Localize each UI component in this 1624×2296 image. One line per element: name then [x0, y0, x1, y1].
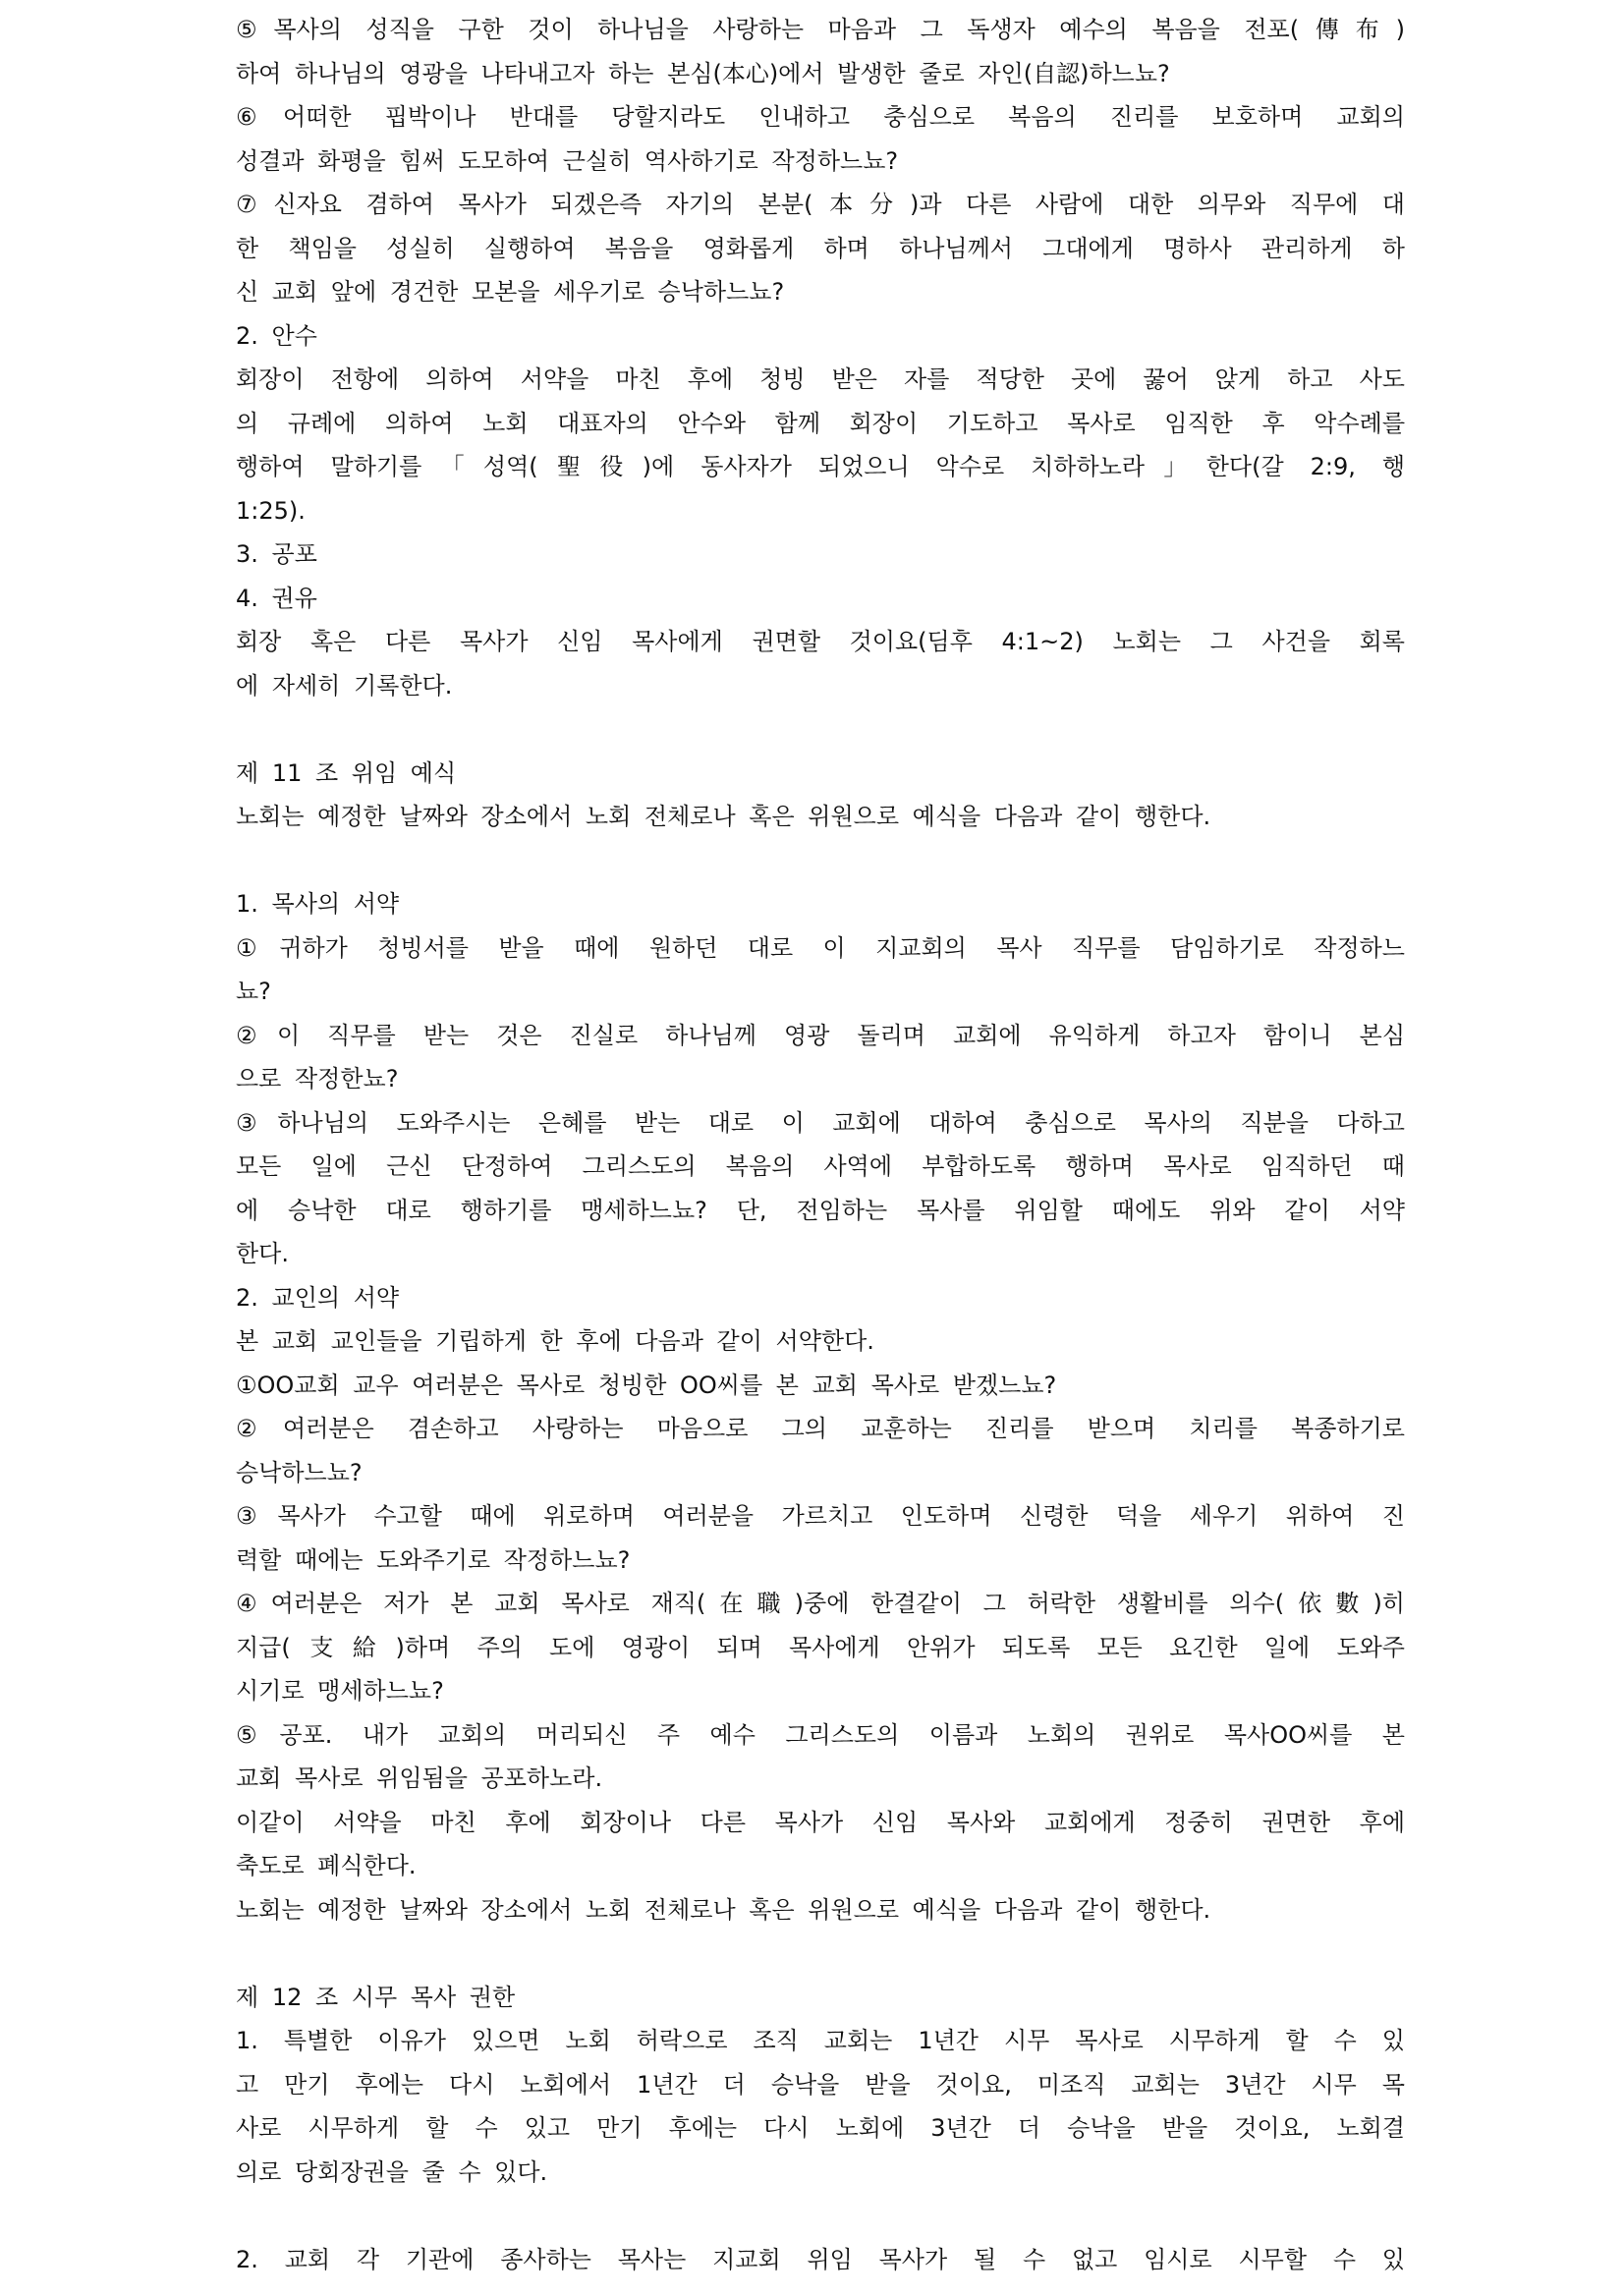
- text-line: 2. 교회 각 기관에 종사하는 목사는 지교회 위임 목사가 될 수 없고 임시로 시무할 수 있: [236, 2245, 1405, 2273]
- text-line: ⑤공포. 내가 교회의 머리되신 주 예수 그리스도의 이름과 노회의 권위로 목사OO씨를 본: [236, 1720, 1405, 1749]
- text-line: 으로 작정한뇨?: [236, 1065, 399, 1092]
- text-line: 4. 권유: [236, 584, 317, 612]
- text-line: 2. 안수: [236, 321, 317, 350]
- text-line: ②여러분은 겸손하고 사랑하는 마음으로 그의 교훈하는 진리를 받으며 치리를 복종하기로: [236, 1415, 1405, 1442]
- text-line: 모든 일에 근신 단정하여 그리스도의 복음의 사역에 부합하도록 행하며 목사로 임직하던 때: [236, 1152, 1405, 1180]
- text-line: 회장이 전항에 의하여 서약을 마친 후에 청빙 받은 자를 적당한 곳에 꿇어 앉게 하고 사도: [236, 365, 1405, 393]
- text-line: ③하나님의 도와주시는 은혜를 받는 대로 이 교회에 대하여 충심으로 목사의 직분을 다하고: [236, 1108, 1405, 1137]
- text-line: 의 규례에 의하여 노회 대표자의 안수와 함께 회장이 기도하고 목사로 임직한 후 악수례를: [236, 409, 1405, 437]
- blank-line: [236, 707, 1405, 752]
- text-line: 사로 시무하게 할 수 있고 만기 후에는 다시 노회에 3년간 더 승낙을 받을 것이요, 노회결: [236, 2114, 1405, 2142]
- text-line: ⑥어떠한 핍박이나 반대를 당할지라도 인내하고 충심으로 복음의 진리를 보호하며 교회의: [236, 103, 1405, 131]
- text-line: 축도로 폐식한다.: [236, 1852, 417, 1879]
- text-line: ③목사가 수고할 때에 위로하며 여러분을 가르치고 인도하며 신령한 덕을 세우기 위하여 진: [236, 1502, 1405, 1530]
- text-line: 승낙하느뇨?: [236, 1458, 363, 1486]
- text-line: 력할 때에는 도와주기로 작정하느뇨?: [236, 1545, 631, 1574]
- text-line: 제 11 조 위임 예식: [236, 758, 457, 787]
- blank-line: [236, 839, 1405, 883]
- text-line: 본 교회 교인들을 기립하게 한 후에 다음과 같이 서약한다.: [236, 1327, 874, 1355]
- blank-line: [236, 1932, 1405, 1976]
- text-line: 회장 혹은 다른 목사가 신임 목사에게 권면할 것이요(딤후 4:1~2) 노회는 그 사건을 회록: [236, 628, 1405, 655]
- text-line: 1:25).: [236, 496, 306, 525]
- text-line: 지급(支給)하며 주의 도에 영광이 되며 목사에게 안위가 되도록 모든 요긴한 일에 도와주: [236, 1633, 1405, 1661]
- text-line: 1. 목사의 서약: [236, 890, 400, 918]
- text-line: ⑦신자요 겸하여 목사가 되겠은즉 자기의 본분(本分)과 다른 사람에 대한 의무와 직무에 대: [236, 191, 1405, 218]
- text-line: ①귀하가 청빙서를 받을 때에 원하던 대로 이 지교회의 목사 직무를 담임하기로 작정하느: [236, 933, 1405, 962]
- text-line: 성결과 화평을 힘써 도모하여 근실히 역사하기로 작정하느뇨?: [236, 146, 899, 175]
- text-line: 행하여 말하기를「성역(聖役)에 동사자가 되었으니 악수로 치하하노라」한다(갈 2:9, 행: [236, 453, 1405, 480]
- text-line: 한 책임을 성실히 실행하여 복음을 영화롭게 하며 하나님께서 그대에게 명하사 관리하게 하: [236, 234, 1405, 262]
- text-line: ⑤목사의 성직을 구한 것이 하나님을 사랑하는 마음과 그 독생자 예수의 복음을 전포(傳布): [236, 16, 1405, 43]
- text-line: 시기로 맹세하느뇨?: [236, 1677, 444, 1705]
- text-line: 하여 하나님의 영광을 나타내고자 하는 본심(本心)에서 발생한 줄로 자인(自認)하느뇨?: [236, 59, 1170, 87]
- text-line: 신 교회 앞에 경건한 모본을 세우기로 승낙하느뇨?: [236, 278, 785, 306]
- text-line: 1. 특별한 이유가 있으면 노회 허락으로 조직 교회는 1년간 시무 목사로 시무하게 할 수 있: [236, 2027, 1405, 2054]
- text-line: 뇨?: [236, 978, 271, 1005]
- text-line: 제 12 조 시무 목사 권한: [236, 1983, 516, 2011]
- text-line: 에 자세히 기록한다.: [236, 671, 453, 700]
- text-line: ①OO교회 교우 여러분은 목사로 청빙한 OO씨를 본 교회 목사로 받겠느뇨?: [236, 1371, 1057, 1399]
- text-line: 고 만기 후에는 다시 노회에서 1년간 더 승낙을 받을 것이요, 미조직 교회는 3년간 시무 목: [236, 2070, 1405, 2099]
- text-line: ④여러분은 저가 본 교회 목사로 재직(在職)중에 한결같이 그 허락한 생활비를 의수(依數)히: [236, 1590, 1405, 1617]
- text-line: 에 승낙한 대로 행하기를 맹세하느뇨? 단, 전임하는 목사를 위임할 때에도 위와 같이 서약: [236, 1196, 1405, 1224]
- blank-line: [236, 2194, 1405, 2238]
- text-line: 이같이 서약을 마친 후에 회장이나 다른 목사가 신임 목사와 교회에게 정중히 권면한 후에: [236, 1808, 1405, 1836]
- text-line: 3. 공포: [236, 540, 317, 568]
- text-line: ②이 직무를 받는 것은 진실로 하나님께 영광 돌리며 교회에 유익하게 하고자 함이니 본심: [236, 1021, 1405, 1049]
- text-line: 의로 당회장권을 줄 수 있다.: [236, 2157, 548, 2186]
- document-page: [236, 8, 1405, 2281]
- text-line: 2. 교인의 서약: [236, 1283, 400, 1312]
- text-line: 노회는 예정한 날짜와 장소에서 노회 전체로나 혹은 위원으로 예식을 다음과 같이 행한다.: [236, 1895, 1211, 1924]
- text-line: 교회 목사로 위임됨을 공포하노라.: [236, 1764, 603, 1792]
- text-line: 노회는 예정한 날짜와 장소에서 노회 전체로나 혹은 위원으로 예식을 다음과 같이 행한다.: [236, 803, 1211, 830]
- text-line: 한다.: [236, 1240, 289, 1267]
